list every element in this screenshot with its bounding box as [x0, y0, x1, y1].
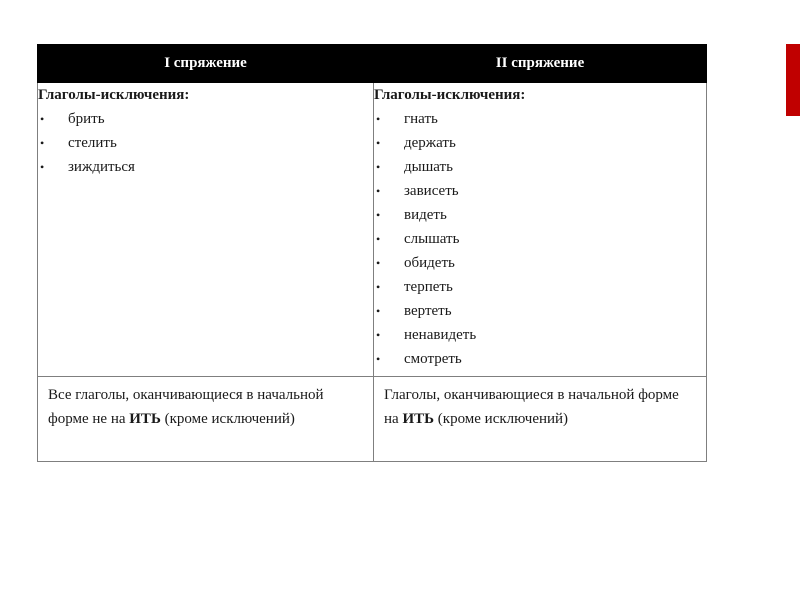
second-exception-word: терпеть — [404, 279, 453, 295]
exceptions-row — [38, 83, 707, 377]
bullet-icon: • — [376, 280, 381, 294]
second-exception-item — [374, 203, 706, 227]
rule-row — [38, 377, 707, 462]
second-exception-item — [374, 275, 706, 299]
first-exception-word: брить — [68, 111, 105, 127]
second-exception-word: дышать — [404, 159, 453, 175]
conjugation-table — [37, 44, 707, 462]
second-exception-item — [374, 179, 706, 203]
second-exception-item — [374, 347, 706, 371]
bullet-icon: • — [376, 112, 381, 126]
first-rule-after: (кроме исключений) — [160, 411, 295, 427]
first-exceptions-cell — [38, 83, 374, 377]
second-exceptions-cell — [374, 83, 707, 377]
second-rule-before: Глаголы, оканчивающиеся в начальной форме на — [384, 387, 679, 427]
second-exception-item — [374, 155, 706, 179]
bullet-icon: • — [376, 304, 381, 318]
second-exception-item — [374, 323, 706, 347]
first-exception-word: зиждиться — [68, 159, 135, 175]
bullet-icon: • — [376, 184, 381, 198]
bullet-icon: • — [376, 256, 381, 270]
second-exception-word: слышать — [404, 231, 460, 247]
second-exception-word: держать — [404, 135, 456, 151]
first-rule-text — [38, 377, 373, 431]
second-exception-item — [374, 251, 706, 275]
second-exceptions-label: Глаголы-исключения: — [374, 87, 526, 103]
first-exception-item — [38, 155, 373, 179]
second-exception-item — [374, 299, 706, 323]
bullet-icon: • — [376, 160, 381, 174]
bullet-icon: • — [40, 136, 45, 150]
second-exception-word: обидеть — [404, 255, 455, 271]
bullet-icon: • — [40, 160, 45, 174]
bullet-icon: • — [376, 232, 381, 246]
first-exception-item — [38, 131, 373, 155]
second-exception-word: ненавидеть — [404, 327, 477, 343]
first-rule-before: Все глаголы, оканчивающиеся в начальной форме не на — [48, 387, 324, 427]
header-second-conjugation: II спряжение — [374, 45, 707, 83]
bullet-icon: • — [376, 136, 381, 150]
header-row — [38, 45, 707, 83]
second-exception-item — [374, 227, 706, 251]
bullet-icon: • — [376, 208, 381, 222]
first-exceptions-label: Глаголы-исключения: — [38, 87, 190, 103]
second-exception-word: гнать — [404, 111, 438, 127]
second-rule-cell — [374, 377, 707, 462]
second-exception-word: вертеть — [404, 303, 452, 319]
first-exceptions-list — [38, 107, 373, 179]
second-rule-after: (кроме исключений) — [434, 411, 569, 427]
second-rule-text — [374, 377, 706, 431]
second-exceptions-list — [374, 107, 706, 371]
second-rule-ending: ИТЬ — [402, 411, 435, 427]
second-exception-word: смотреть — [404, 351, 462, 367]
second-exception-word: зависеть — [404, 183, 459, 199]
second-exception-item — [374, 131, 706, 155]
bullet-icon: • — [40, 112, 45, 126]
bullet-icon: • — [376, 352, 381, 366]
second-exception-word: видеть — [404, 207, 447, 223]
header-first-conjugation: I спряжение — [38, 45, 374, 83]
bullet-icon: • — [376, 328, 381, 342]
accent-bar — [786, 44, 800, 116]
second-exception-item — [374, 107, 706, 131]
first-rule-ending: ИТЬ — [129, 411, 161, 427]
first-exception-word: стелить — [68, 135, 117, 151]
first-rule-cell — [38, 377, 374, 462]
first-exception-item — [38, 107, 373, 131]
